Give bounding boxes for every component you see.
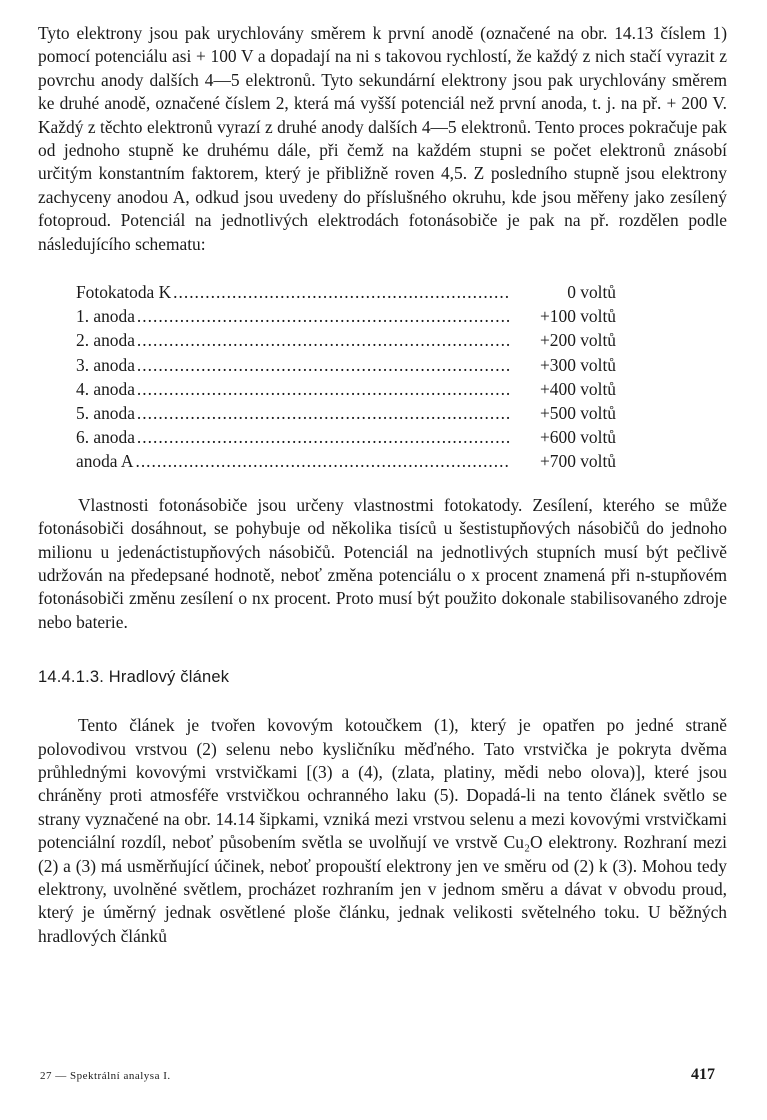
leader-dots xyxy=(137,401,510,425)
schema-value: 0 voltů xyxy=(567,282,616,303)
schema-label: 1. anoda xyxy=(76,306,135,327)
schema-label: anoda A xyxy=(76,451,134,472)
schema-label: 4. anoda xyxy=(76,378,135,399)
schema-label: 6. anoda xyxy=(76,427,135,448)
voltage-schema xyxy=(76,280,616,474)
schema-row xyxy=(76,377,616,401)
schema-value: +400 voltů xyxy=(540,378,616,399)
section-heading: 14.4.1.3. Hradlový článek xyxy=(38,668,230,687)
paragraph-barrier-cell: Tento článek je tvořen kovovým kotoučkem (1), který je opatřen po jedné straně polovodivou vrstvou (2) selenu nebo kysličníku měďného. Tato vrstvička je pokryta dvěma průhlednými kovovými vrstvičkami [(3) a (4), (zlata, platiny, mědi nebo olova)], které jsou chráněny proti atmosféře vrstvičkou ochranného laku (5). Dopadá-li na tento článek světlo se strany vyznačené na obr. 14.14 šipkami, vzniká mezi vrstvou selenu a mezi kovovými vrstvičkami potenciální rozdíl, neboť působením světla se uvolňují ve vrstvě Cu₂O elektrony. Rozhraní mezi (2) a (3) má usměrňující účinek, neboť propouští elektrony jen ve směru od (2) k (3). Mohou tedy elektrony, uvolněné světlem, procházet rozhraním jen v jednom směru a dávat v obvodu proud, který je úměrný jednak osvětlené ploše článku, jednak velikosti světelného toku. U běžných hradlových článků xyxy=(38,715,727,946)
schema-value: +600 voltů xyxy=(540,427,616,448)
schema-value: +100 voltů xyxy=(540,306,616,327)
schema-label: 3. anoda xyxy=(76,354,135,375)
schema-row xyxy=(76,425,616,449)
schema-value: +200 voltů xyxy=(540,330,616,351)
paragraph-photomultiplier-intro: Tyto elektrony jsou pak urychlovány směrem k první anodě (označené na obr. 14.13 číslem 1) pomocí potenciálu asi + 100 V a dopadají na ni s takovou rychlostí, že každý z nich stačí vyrazit z povrchu anody dalších 4—5 elektronů. Tyto sekundární elektrony jsou pak urychlovány směrem ke druhé anodě, označené číslem 2, která má vyšší potenciál než první anoda, t. j. na př. + 200 V. Každý z těchto elektronů vyrazí z druhé anody dalších 4—5 elektronů. Tento proces pokračuje pak od jednoho stupně ke druhému dále, při čemž na každém stupni se počet elektronů znásobí určitým konstantním faktorem, který je přibližně roven 4,5. Z posledního stupně jsou elektrony zachyceny anodou A, odkud jsou uvedeny do příslušného okruhu, kde jsou měřeny jako zesílený fotoproud. Potenciál na jednotlivých elektrodách fotonásobiče je pak na př. rozdělen podle následujícího schematu: xyxy=(38,23,727,254)
schema-label: 5. anoda xyxy=(76,403,135,424)
leader-dots xyxy=(137,377,510,401)
leader-dots xyxy=(137,353,510,377)
schema-value: +500 voltů xyxy=(540,403,616,424)
schema-row xyxy=(76,328,616,352)
leader-dots xyxy=(137,304,510,328)
leader-dots xyxy=(137,328,510,352)
leader-dots xyxy=(135,449,510,473)
schema-value: +700 voltů xyxy=(540,451,616,472)
schema-row xyxy=(76,449,616,473)
paragraph-photomultiplier-properties: Vlastnosti fotonásobiče jsou určeny vlastnostmi fotokatody. Zesílení, kterého se může fotonásobiči dosáhnout, se pohybuje od několika tisíců u šestistupňových násobičů do jednoho milionu u jedenáctistupňových násobičů. Potenciál na jednotlivých stupních musí být pečlivě udržován na předepsané hodnotě, neboť změna potenciálu o x procent znamená při n-stupňovém fotonásobiči změnu zesílení o nx procent. Proto musí být použito dokonale stabilisovaného zdroje nebo baterie. xyxy=(38,494,727,632)
leader-dots xyxy=(137,425,510,449)
schema-row xyxy=(76,353,616,377)
signature-footnote: 27 — Spektrální analysa I. xyxy=(40,1070,171,1082)
schema-value: +300 voltů xyxy=(540,354,616,375)
schema-label: 2. anoda xyxy=(76,330,135,351)
schema-label: Fotokatoda K xyxy=(76,282,172,303)
schema-row xyxy=(76,401,616,425)
page-number: 417 xyxy=(691,1066,715,1083)
schema-row xyxy=(76,280,616,304)
schema-row xyxy=(76,304,616,328)
page-footer xyxy=(40,1056,715,1084)
leader-dots xyxy=(173,280,510,304)
